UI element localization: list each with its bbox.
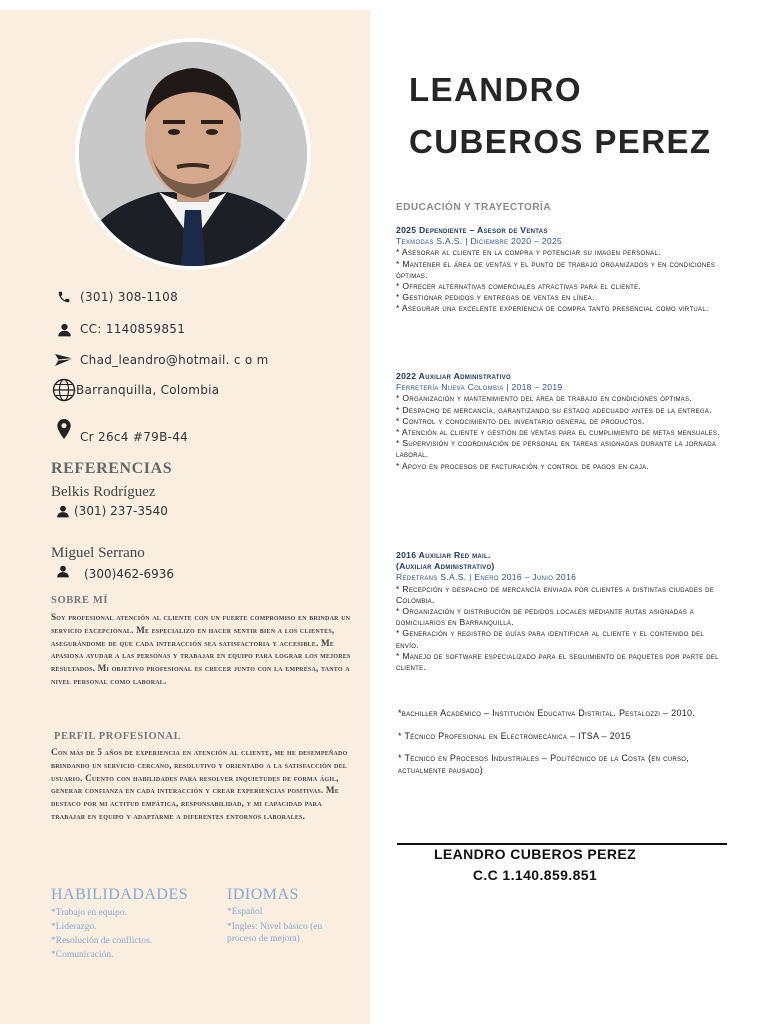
job-bullet: * Atención al cliente y gestión de ventas para el cumplimiento de metas mensuales. bbox=[396, 427, 720, 438]
skills-title: HABILIDADADES bbox=[51, 886, 189, 903]
languages-title: IDIOMAS bbox=[227, 886, 299, 903]
job-entry bbox=[396, 371, 726, 472]
job-bullet: * Organización y mantenimiento del área de trabajo en condiciones óptimas. bbox=[396, 393, 693, 404]
user-icon bbox=[56, 563, 72, 579]
job-title: (Auxiliar Administrativo) bbox=[396, 561, 495, 572]
references-title: REFERENCIAS bbox=[51, 460, 173, 477]
job-entry bbox=[396, 550, 726, 673]
skill-item: *Comunicación. bbox=[51, 950, 114, 960]
name-line: LEANDRO bbox=[409, 71, 582, 108]
contact-email bbox=[52, 349, 269, 371]
language-item: *Ingles: Nivel básico (en proceso de mejora) bbox=[227, 922, 323, 944]
job-bullet: * Recepción y despacho de mercancía enviada por clientes a distintas ciudades de Colombia. bbox=[396, 583, 715, 605]
profile-title: PERFIL PROFESIONAL bbox=[54, 731, 182, 742]
education-title: EDUCACIÓN Y TRAYECTORÍA bbox=[396, 202, 552, 213]
globe-icon bbox=[52, 379, 76, 401]
language-item: *Español bbox=[227, 907, 263, 917]
signature-line bbox=[397, 843, 727, 845]
reference-phone bbox=[56, 503, 168, 519]
address-text: Cr 26c4 #79B-44 bbox=[80, 430, 189, 444]
phone-text: (301) 308-1108 bbox=[80, 290, 179, 304]
job-title: 2022 Auxiliar Administrativo bbox=[396, 371, 511, 381]
contact-id bbox=[52, 318, 185, 340]
study-item: * Técnico en Procesos Industriales – Politécnico de la Costa (en curso, actualmente pausado) bbox=[398, 753, 690, 775]
contact-city bbox=[52, 379, 219, 401]
languages-list bbox=[227, 906, 347, 945]
study-item: *bachiller Académico – Institución Educativa Distrital. Pestalozzi – 2010. bbox=[398, 708, 696, 718]
profile-photo bbox=[75, 38, 311, 270]
about-text: Soy profesional atención al cliente con un fuerte compromiso en brindar un servicio excepcional. Me especializo en hacer sentir bien a los clientes, asegurándome de que cada interacción sea satisfactoria y accesible. Me apasiona ayudar a las personas y trabajar en equipo para lograr los mejores resultados. Mi objetivo profesional es crecer junto con la empresa, tanto a nivel personal como laboral. bbox=[51, 612, 351, 686]
city-text: Barranquilla, Colombia bbox=[76, 383, 220, 397]
job-bullet: * Gestionar pedidos y entregas de ventas en línea. bbox=[396, 292, 595, 303]
study-item: * Técnico Profesional en Electromecánica – ITSA – 2015 bbox=[398, 730, 631, 741]
about-title: SOBRE MÍ bbox=[51, 595, 109, 606]
skill-item: *Liderazgo. bbox=[51, 922, 97, 932]
job-bullet: * Generación y registro de guías para identificar al cliente y el contenido del envío. bbox=[396, 628, 705, 650]
job-bullet: * Asegurar una excelente experiencia de compra tanto presencial como virtual. bbox=[396, 303, 709, 314]
skills-list bbox=[51, 906, 211, 962]
reference-name: Belkis Rodríguez bbox=[51, 484, 156, 500]
reference-phone bbox=[56, 561, 174, 581]
skill-item: *Trabajo en equipo. bbox=[51, 908, 127, 918]
job-bullet: * Despacho de mercancía, garantizando su estado adecuado antes de la entrega. bbox=[396, 404, 712, 415]
profile-text: Con más de 5 años de experiencia en atención al cliente, me he desempeñado brindando un servicio cercano, resolutivo y orientado a la satisfacción del usuario. Cuento con habilidades para resolver inquietudes de forma ágil, generar confianza en cada interacción y crear experiencias positivas. Me destaco por mi actitud empática, responsabilidad, y mi capacidad para trabajar en equipo y adaptarme a diferentes entornos laborales. bbox=[51, 747, 348, 821]
name-line: CUBEROS PEREZ bbox=[409, 123, 712, 160]
studies-list bbox=[398, 708, 728, 787]
contact-phone bbox=[52, 286, 178, 308]
full-name bbox=[409, 70, 711, 162]
id-text: CC: 1140859851 bbox=[80, 322, 186, 336]
send-icon bbox=[52, 349, 76, 371]
phone-icon bbox=[52, 286, 76, 308]
skill-item: *Resolución de conflictos. bbox=[51, 936, 153, 946]
reference-phone-text: (301) 237-3540 bbox=[74, 504, 168, 518]
job-company: Redetrans S.A.S. | Enero 2016 – Junio 2016 bbox=[396, 572, 577, 583]
job-bullet: * Asesorar al cliente en la compra y potenciar su imagen personal. bbox=[396, 247, 661, 258]
job-entry bbox=[396, 225, 726, 315]
signature-name: LEANDRO CUBEROS PEREZ bbox=[433, 846, 637, 862]
user-icon bbox=[56, 503, 72, 519]
job-title: 2025 Dependiente – Asesor de Ventas bbox=[396, 225, 548, 235]
user-icon bbox=[52, 318, 76, 340]
signature-id: C.C 1.140.859.851 bbox=[472, 867, 598, 883]
job-company: Ferretería Nueva Colombia | 2018 – 2019 bbox=[396, 382, 563, 393]
job-bullet: * Organización y distribución de pedidos locales mediante rutas asignadas a domiciliarios en Barranquilla. bbox=[396, 606, 695, 628]
job-title: 2016 Auxiliar Red mail. bbox=[396, 550, 491, 560]
contact-address bbox=[52, 416, 188, 444]
job-company: Texmodas S.A.S. | Diciembre 2020 – 2025 bbox=[396, 236, 563, 247]
email-text: Chad_leandro@hotmail. c o m bbox=[80, 353, 269, 367]
reference-phone-text: (300)462-6936 bbox=[84, 567, 175, 581]
job-bullet: * Ofrecer alternativas comerciales atractivas para el cliente. bbox=[396, 281, 642, 292]
job-bullet: * Mantener el área de ventas y el punto de trabajo organizados y en condiciones óptimas. bbox=[396, 258, 716, 280]
job-bullet: * Manejo de software especializado para el seguimiento de paquetes por parte del cliente. bbox=[396, 650, 719, 673]
job-bullet: * Supervisión y coordinación de personal en tareas asignadas durante la jornada laboral. bbox=[396, 438, 717, 460]
job-bullet: * Apoyo en procesos de facturación y control de pagos en caja. bbox=[396, 460, 650, 471]
job-bullet: * Control y conocimiento del inventario general de productos. bbox=[396, 415, 645, 426]
location-pin-icon bbox=[52, 419, 76, 441]
reference-name: Miguel Serrano bbox=[51, 545, 145, 561]
